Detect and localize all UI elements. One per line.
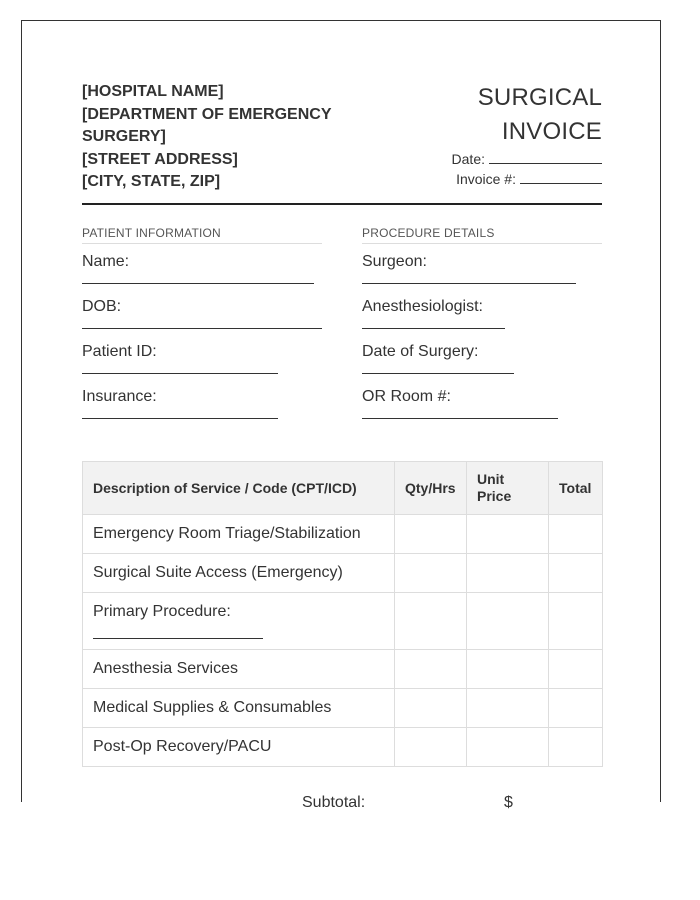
total-cell[interactable]: [549, 554, 603, 593]
surgeon-field[interactable]: [362, 253, 602, 298]
dob-label: DOB:: [82, 298, 122, 315]
invoice-title-block: [402, 81, 602, 189]
department-line-2: SURGERY]: [82, 128, 166, 145]
unit-price-column-header: Unit Price: [467, 462, 549, 515]
date-of-surgery-field[interactable]: [362, 343, 602, 388]
total-cell[interactable]: [549, 650, 603, 689]
patient-name-field[interactable]: [82, 253, 322, 298]
invoice-title-line-1: SURGICAL: [477, 84, 602, 111]
anesthesiologist-line[interactable]: [362, 328, 505, 329]
procedure-details-section: [362, 225, 602, 433]
qty-cell[interactable]: [395, 593, 467, 650]
or-room-field[interactable]: [362, 388, 602, 433]
qty-cell[interactable]: [395, 515, 467, 554]
invoice-number-row: [402, 169, 602, 189]
services-table: [82, 461, 603, 767]
anesthesiologist-label: Anesthesiologist:: [362, 298, 483, 315]
services-table-header-row: [83, 462, 603, 515]
description-column-header: Description of Service / Code (CPT/ICD): [83, 462, 395, 515]
patient-id-line[interactable]: [82, 373, 278, 374]
procedure-details-heading: PROCEDURE DETAILS: [362, 225, 602, 244]
table-row: [83, 728, 603, 767]
insurance-line[interactable]: [82, 418, 278, 419]
insurance-label: Insurance:: [82, 388, 157, 405]
hospital-name: [HOSPITAL NAME]: [82, 83, 224, 100]
table-row: [83, 515, 603, 554]
unit-price-cell[interactable]: [467, 554, 549, 593]
unit-price-cell[interactable]: [467, 593, 549, 650]
unit-price-cell[interactable]: [467, 689, 549, 728]
date-label: Date:: [451, 151, 485, 167]
subtotal-currency-symbol: $: [504, 794, 513, 811]
dob-line[interactable]: [82, 328, 322, 329]
unit-price-cell[interactable]: [467, 728, 549, 767]
invoice-number-blank[interactable]: [520, 170, 602, 184]
qty-cell[interactable]: [395, 728, 467, 767]
or-room-label: OR Room #:: [362, 388, 451, 405]
total-cell[interactable]: [549, 515, 603, 554]
department-line-1: [DEPARTMENT OF EMERGENCY: [82, 105, 332, 123]
patient-information-heading: PATIENT INFORMATION: [82, 225, 322, 244]
subtotal-label: Subtotal:: [302, 794, 366, 811]
invoice-number-label: Invoice #:: [456, 171, 516, 187]
patient-information-section: [82, 225, 322, 433]
table-row: [83, 650, 603, 689]
date-of-surgery-line[interactable]: [362, 373, 514, 374]
service-description: Medical Supplies & Consumables: [83, 689, 395, 728]
subtotal-row: [302, 794, 602, 812]
city-state-zip: [CITY, STATE, ZIP]: [82, 173, 221, 190]
total-column-header: Total: [549, 462, 603, 515]
qty-cell[interactable]: [395, 650, 467, 689]
patient-id-label: Patient ID:: [82, 343, 157, 360]
total-cell[interactable]: [549, 728, 603, 767]
date-row: [402, 149, 602, 169]
invoice-page: [21, 20, 661, 811]
total-cell[interactable]: [549, 689, 603, 728]
dob-field[interactable]: [82, 298, 322, 343]
patient-name-label: Name:: [82, 253, 130, 270]
primary-procedure-cell: [83, 593, 395, 650]
surgeon-line[interactable]: [362, 283, 576, 284]
date-of-surgery-label: Date of Surgery:: [362, 343, 479, 360]
invoice-title-line-2: INVOICE: [501, 118, 602, 145]
table-row: [83, 554, 603, 593]
unit-price-cell[interactable]: [467, 515, 549, 554]
header-divider: [82, 203, 602, 205]
service-description: Post-Op Recovery/PACU: [83, 728, 395, 767]
table-row: [83, 593, 603, 650]
table-row: [83, 689, 603, 728]
qty-cell[interactable]: [395, 554, 467, 593]
service-description: Emergency Room Triage/Stabilization: [83, 515, 395, 554]
anesthesiologist-field[interactable]: [362, 298, 602, 343]
or-room-line[interactable]: [362, 418, 558, 419]
qty-hrs-column-header: Qty/Hrs: [395, 462, 467, 515]
hospital-address-block: [82, 81, 362, 194]
date-blank[interactable]: [489, 150, 602, 164]
primary-procedure-line[interactable]: [93, 638, 263, 639]
service-description: Surgical Suite Access (Emergency): [83, 554, 395, 593]
patient-id-field[interactable]: [82, 343, 322, 388]
service-description: Anesthesia Services: [83, 650, 395, 689]
street-address: [STREET ADDRESS]: [82, 150, 238, 168]
surgeon-label: Surgeon:: [362, 253, 427, 270]
service-description: Primary Procedure:: [93, 603, 231, 620]
unit-price-cell[interactable]: [467, 650, 549, 689]
qty-cell[interactable]: [395, 689, 467, 728]
insurance-field[interactable]: [82, 388, 322, 433]
total-cell[interactable]: [549, 593, 603, 650]
patient-name-line[interactable]: [82, 283, 314, 284]
